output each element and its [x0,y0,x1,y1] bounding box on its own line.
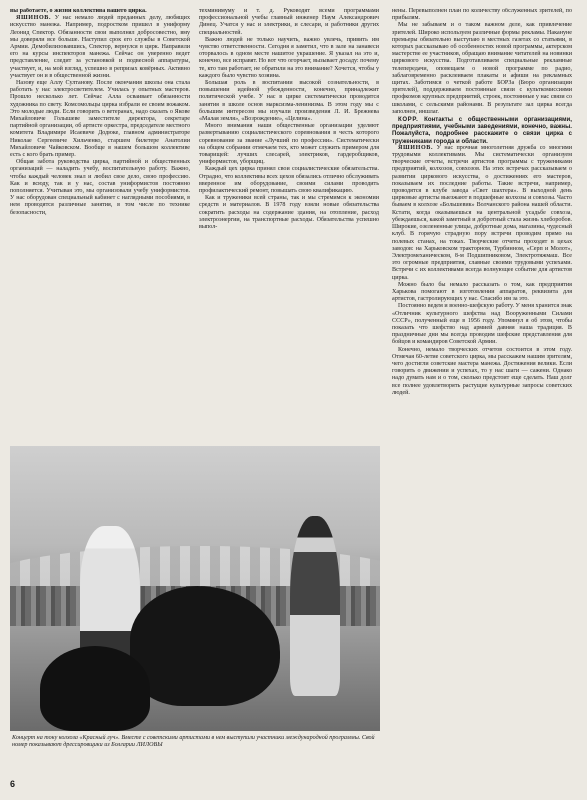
paragraph [10,15,190,80]
paragraph: Как и труженики всей страны, так и мы стремимся к экономии средств и материалов. В 1978 году взяли новые обязательства сократить расходы на содержание здания, на отопление, расход электроэнергии, на транспортные расходы. Обязательства успешно выпол- [199,195,379,231]
paragraph: Общая забота руководства цирка, партийной и общественных организаций — наладить учебу, воспитательную работу. Важно, чтобы каждый человек знал и любил свое дело, свою профессию. Как и всюду, так и у нас, состав униформистов постоянно пополняется. Учитывая это, мы организовали учебу униформистов. У нас оборудован специальный кабинет с наглядными пособиями, в нем проводятся различные занятия, в том числе по технике безопасности, [10,159,190,216]
page-number: 6 [10,779,16,789]
paragraph: Важно людей не только научить, важно увлечь, привить им чувство ответственности. Сегодня я заметил, что в зале на занавеси оторвалось в одном месте нашитое украшение. Я указал на это и, конечно, все исправят. Но вот что огорчает, вызывает досаду: почему те, кто там работает, не обратили на это внимание? Хочется, чтобы у каждого было чувство хозяина. [199,36,379,79]
paragraph: Назову еще Аллу Султанову. После окончания школы она стала работать у нас электросветителем. Училась у опытных мастеров. Прошло несколько лет. Сейчас Алла осваивает обязанности художника по свету. Комсомольцы цирка избрали ее своим вожаком. Это молодые люди. Если говорить о ветеранах, надо сказать о Якове Михайловиче Голышеве заместителе директора, секретаре партийной организации, об артисте оркестра, председателе местного комитета Владимире Исаевиче Додюке, главном администраторе Николае Сергеевиче Хильченко, старшем билетере Анатолии Михайловиче Чайковском. Вообще в нашем большом коллективе есть с кого брать пример. [10,80,190,159]
paragraph [392,145,572,282]
speaker-label: КОРР. [398,116,419,124]
paragraph: Можно было бы немало рассказать о том, как предприятия Харькова помогают в изготовлении аппаратов, реквизита для артистов, гастролирующих у нас. Спасибо им за это. [392,281,572,303]
text-column-1 [10,8,190,416]
speaker-label: ЯШИНОВ. [398,144,434,151]
paragraph: Каждый цех цирка принял свои социалистические обязательства. Отрадно, что коллективы всех цехов обязались отлично обслуживать вверенное им оборудование, своими силами проводить профилактический ремонт, повышать свою квалификацию. [199,166,379,195]
question-text: Контакты с общественными организациями, предприятиями, учебными заведениями, конечно, важны. Пожалуйста, подробнее расскажите о связи цирка с тружениками города и области. [392,116,572,145]
performer-figure [290,516,340,696]
paragraph: Большая роль в воспитании высокой сознательности, в повышении идейной убежденности, конечно, принадлежит политической учебе. У нас в цирке систематически проводятся занятия в школе основ марксизма-ленинизма. В этом году мы с большим интересом мы изучали произведения Л. И. Брежнева «Малая земля», «Возрождение», «Целина». [199,80,379,123]
text-column-2 [199,8,379,448]
paragraph-text: У нас немало людей преданных делу, любящих искусство манежа. Например, подростком пришел в униформу Леонид Спектор. Обязанности свои выполнял добросовестно, вму мы доверяли все больше. Наступил срок его службы в Советской Армии. Демобилизовавшись, Спектор, вернулся в цирк. Направили его на курсы инспекторов манежа. Сейчас он уверенно ведет представление, следит за установкой и подвесной аппаратуры, участвует, и, на мой взгляд, успешно в репризах ковёрных. Активно участвует он и в общественной жизни. [10,15,190,79]
paragraph: Конечно, немало творческих отчетов состоится в этом году. Отмечая 60-летие советского цирка, мы расскажем нашим зрителям, чего достигли советские мастера манежа. Достижения велики. Если говорить о движении и успехах, то у нас шаги — сажени. Однако надо думать нам и о том, сколько предстоит еще сделать. Наш долг все полнее удовлетворять растущие культурные запросы советских людей. [392,346,572,396]
text-column-3 [392,8,572,776]
paragraph-text: У нас прочная многолетняя дружба со многими трудовыми коллективами. Мы систематически организуем творческие отчеты, встречи артистов программы с тружениками предприятий, колхозов, совхозов. На этих встречах рассказываем о развитии циркового искусства, о достижениях его мастеров, показываем их последние работы. Такие встречи, например, проводятся в клубе завода «Свет шахтера». В выходной день цирковые артисты выезжают в подшефные колхозы и совхозы. Часто бываем в колхозе «Большевик» Волчанского района нашей области. Кстати, когда оказываешься на центральной усадьбе совхоза, убеждаешься, какой заметный и добротный стала жизнь хлеборобов. Широкие, озелененные улицы, добротные дома, магазины, чудесный клуб. В горячую страдную пору встречи проводим прямо на полевых станах, на токах. Творческие отчеты проходят в цехах заводов: на Харьковском тракторном, Турбинном, «Серп и Молот», Электромеханическом, 8-м Подшипниковом, Электротяжмаш. Все это огромные предприятия, славные своими трудовыми успехами. Встречи с их коллективами всегда волнующее событие для артистов цирка. [392,144,572,281]
photo-caption: Концерт на току колхоза «Красный луч». Вместе с советскими артистами в нем выступили участники международной программы. Свой номер показывают дрессировщики из Болгарии ЛИЛОВЫ [12,735,375,749]
paragraph: Мы не забываем и о таком важном деле, как привлечение зрителей. Широко используем различные формы рекламы. Накануне премьеры обязательно выступаю в местных газетах со статьями, в которых рассказываю об особенностях новой программы, актерском мастерстве ее участников, обращаю внимание читателей на новинки циркового искусства. Подготавливаем специальные рекламные телепередачи, оповещаем о новой программе по радио, заблаговременно расклеиваем плакаты и афиши на рекламных щитах. Заботимся о четкой работе БОРЗа (Бюро организации зрителей), поддерживаем постоянные связи с культкомиссиями профкомов крупных предприятий, строек, постоянные у нас связи со школами, с сельскими районами. В результате зал цирка всегда заполнен, иншлаг. [392,22,572,115]
speaker-label: ЯШИНОВ. [16,15,52,22]
bear-cub-figure [40,646,150,731]
paragraph: Постоянно ведем и военно-шефскую работу. У меня хранится знак «Отличник культурного шефства над Вооруженными Силами СССР», полученный еще в 1956 году. Упомянул я об этом, чтобы показать что шефство над армией давняя наша традиция. В праздничные дни мы всегда проводим шефские представления для бойцов и командиров Советской Армии. [392,303,572,346]
paragraph: нены. Перевыполнен план по количеству обслуженных зрителей, по прибылям. [392,8,572,22]
photo-bear-performance [10,446,380,731]
paragraph: техминимуму и т. д. Руководят всеми программами профессиональной учебы главный инженер Наум Александрович Динец. Учатся у нас и электрики, и слесари, и работники других специальностей. [199,8,379,36]
paragraph: Много внимания наши общественные организации уделяют развертыванию социалистического соревнования в честь которого соревнование за звание «Лучший по профессии». Систематически на общем собрании отмечаем тех, кто может служить примером для товарищей: лучших слесарей, электриков, гардеробщиков, униформистов, уборщиц. [199,123,379,166]
paragraph: вы работаете, о жизни коллектива вашего цирка. [10,8,147,14]
question-paragraph [392,116,572,145]
